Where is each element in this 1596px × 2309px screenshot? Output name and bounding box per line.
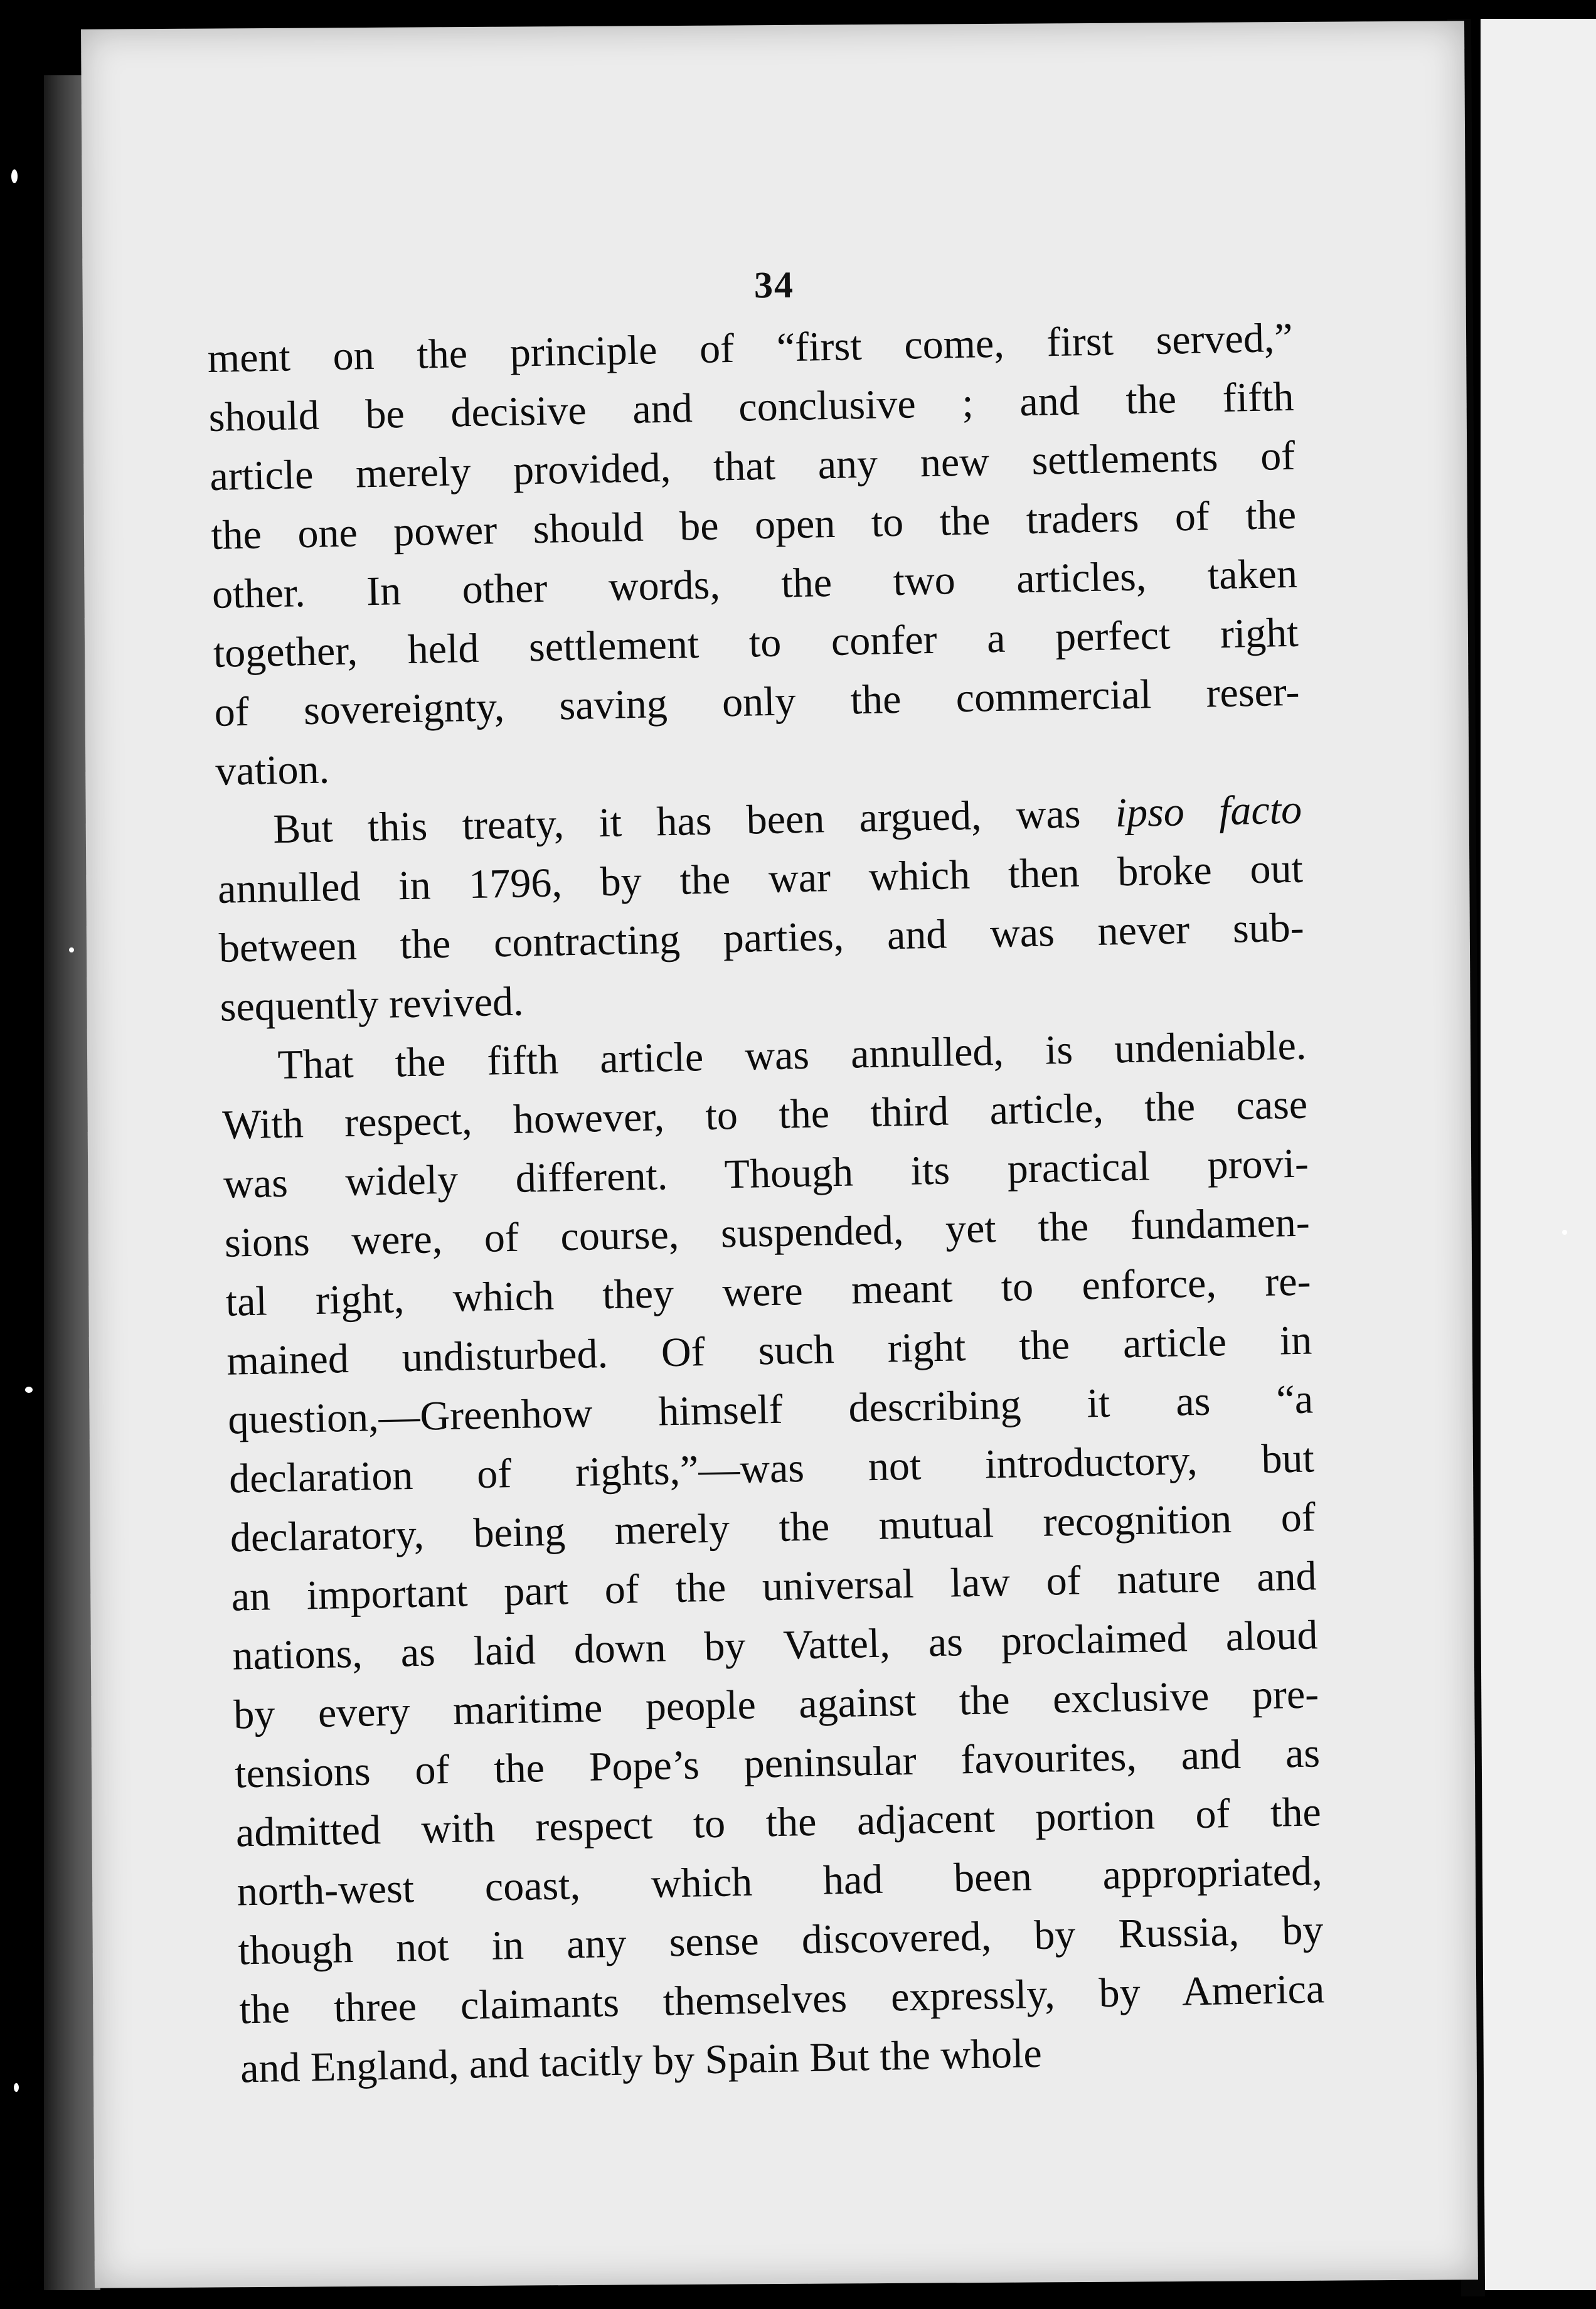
text-line: north-west coast, which had been appropriated, [237,1848,1323,1915]
text-line: admitted with respect to the adjacent portion of the [235,1789,1322,1856]
page-number: 34 [753,264,795,306]
text-line: declaration of rights,”—was not introductory, but [228,1435,1315,1502]
scan-speck [11,169,18,183]
text-line: tensions of the Pope’s peninsular favourites, and as [234,1730,1321,1797]
text-line: and England, and tacitly by Spain But the whole [240,2030,1043,2092]
text-line: tal right, which they were meant to enforce, re- [225,1258,1312,1325]
scan-speck [14,2083,19,2092]
text-line: the one power should be open to the traders of the [210,491,1297,558]
text-line: article merely provided, that any new settlements of [209,432,1295,499]
text-line: was widely different. Though its practical provi- [223,1140,1309,1207]
text-line: With respect, however, to the third article, the case [221,1081,1308,1148]
text-line: That the fifth article was annulled, is undeniable. [277,1022,1307,1089]
text-line: ment on the principle of “first come, first served,” [207,314,1294,381]
text-line: other. In other words, the two articles, taken [211,550,1298,617]
text-line: an important part of the universal law of nature and [231,1553,1317,1620]
text-line: sequently revived. [220,978,524,1030]
text-line: of sovereignty, saving only the commercial reser- [214,668,1301,735]
text-line: annulled in 1796, by the war which then broke out [217,845,1304,912]
text-line: together, held settlement to confer a perfect right [213,609,1299,676]
text-line: declaratory, being merely the mutual recognition of [230,1494,1316,1561]
facing-page-edge [1481,19,1596,2290]
text-line: by every maritime people against the exclusive pre- [233,1671,1319,1738]
text-line: nations, as laid down by Vattel, as proclaimed aloud [231,1612,1318,1679]
text-line: question,—Greenhow himself describing it as “a [227,1376,1314,1443]
text-segment: But this treaty, it has been argued, was [272,790,1116,853]
scan-speck [1562,1230,1567,1235]
text-line: though not in any sense discovered, by Russia, by [237,1907,1324,1974]
text-line: the three claimants themselves expressly, by America [238,1966,1325,2033]
scan-speck [25,1387,33,1393]
text-line: mained undisturbed. Of such right the article in [226,1317,1312,1384]
text-line: sions were, of course, suspended, yet the fundamen- [224,1199,1311,1266]
text-line: vation. [215,746,330,794]
scan-speck [69,947,74,952]
italic-phrase: ipso facto [1115,786,1302,836]
text-line: between the contracting parties, and was never sub- [218,904,1305,971]
body-text [207,309,1326,2099]
text-line: should be decisive and conclusive ; and the fifth [208,373,1295,440]
